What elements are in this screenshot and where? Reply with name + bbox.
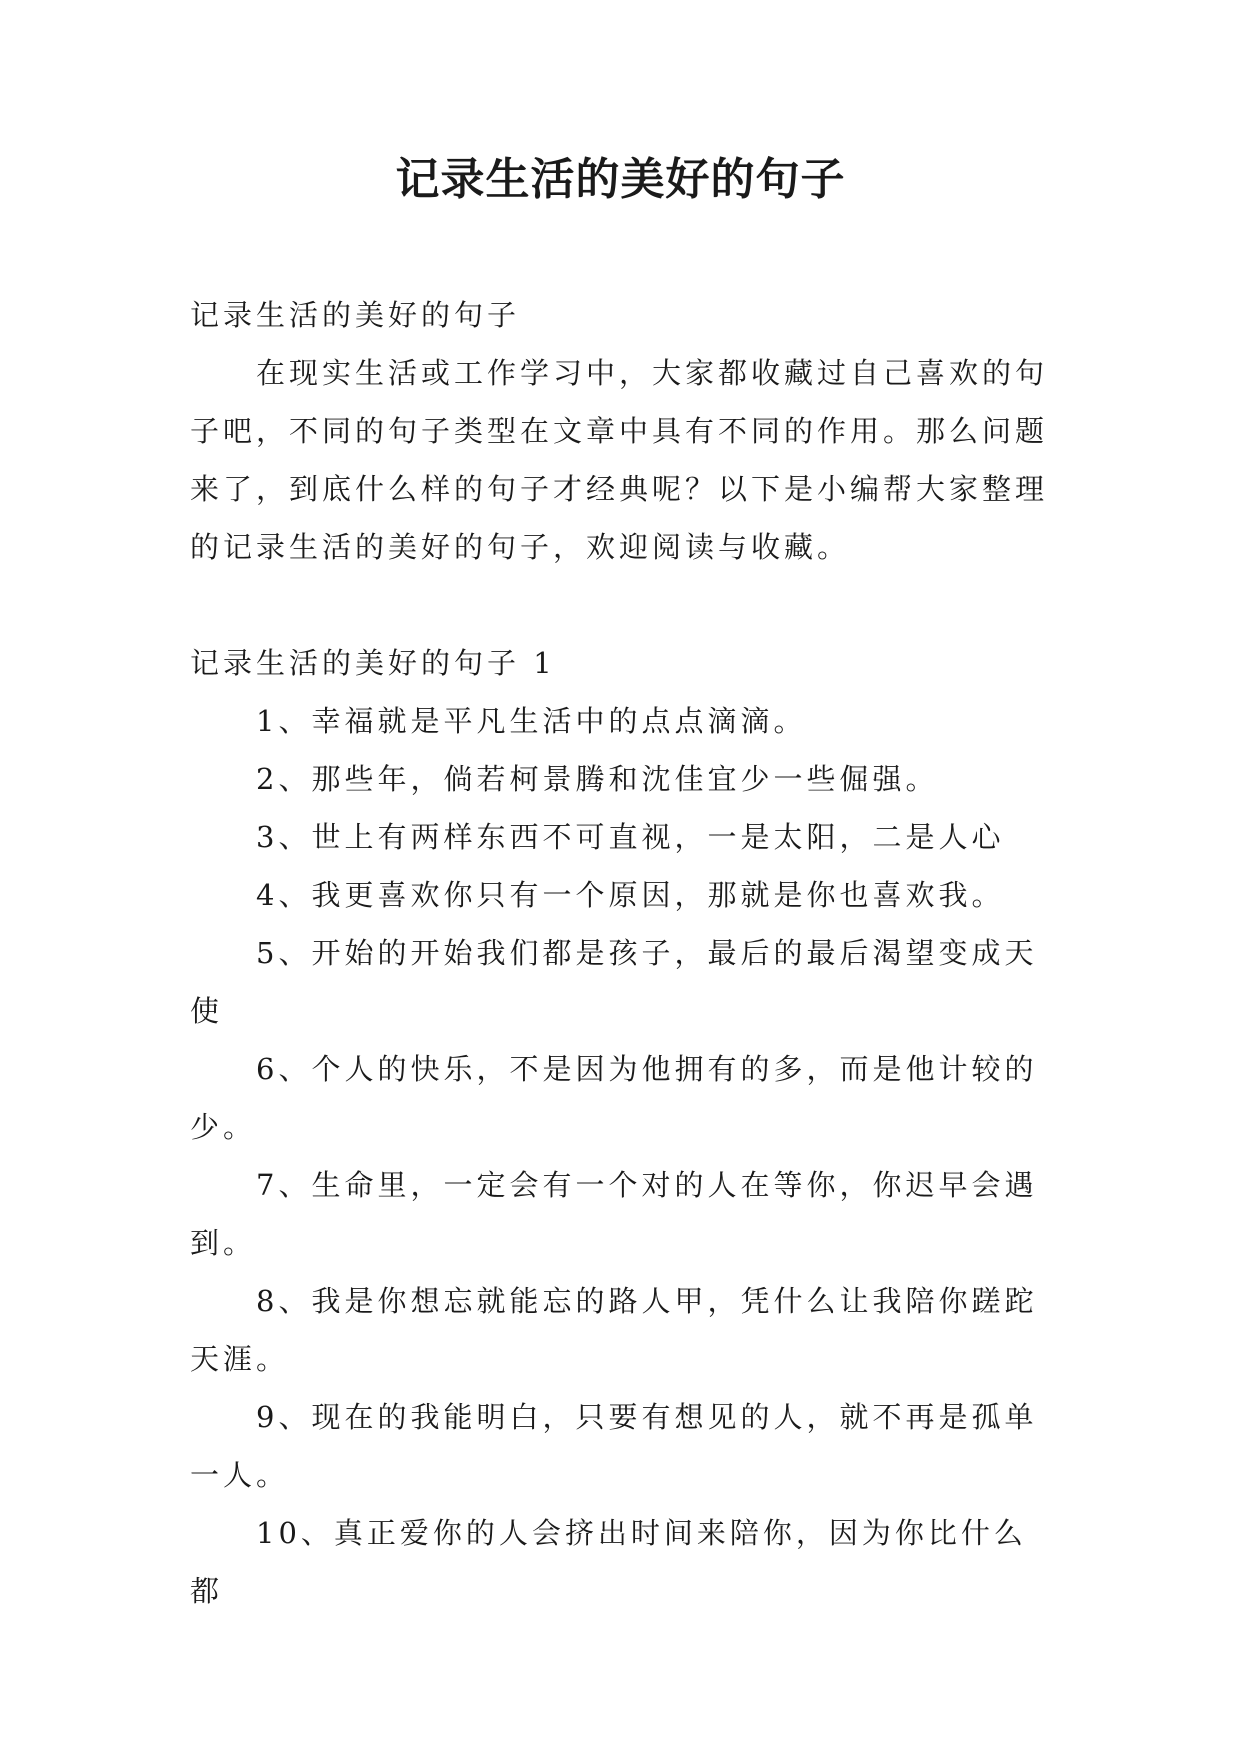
list-item: 4、我更喜欢你只有一个原因，那就是你也喜欢我。 xyxy=(256,878,1005,912)
list-item: 10、真正爱你的人会挤出时间来陪你，因为你比什么都 xyxy=(190,1516,1027,1608)
list-item: 6、个人的快乐，不是因为他拥有的多，而是他计较的少。 xyxy=(190,1052,1038,1144)
intro-paragraph: 在现实生活或工作学习中，大家都收藏过自己喜欢的句子吧，不同的句子类型在文章中具有不同的作用。那么问题来了，到底什么样的句子才经典呢？以下是小编帮大家整理的记录生活的美好的句子，欢迎阅读与收藏。 xyxy=(190,356,1049,564)
list-item: 3、世上有两样东西不可直视，一是太阳，二是人心 xyxy=(256,820,1005,854)
list-item: 2、那些年，倘若柯景腾和沈佳宜少一些倔强。 xyxy=(256,762,939,796)
document-body xyxy=(190,286,1056,1620)
list-item: 7、生命里，一定会有一个对的人在等你，你迟早会遇到。 xyxy=(190,1168,1038,1260)
document-title: 记录生活的美好的句子 xyxy=(395,154,846,205)
list-item: 5、开始的开始我们都是孩子，最后的最后渴望变成天使 xyxy=(190,936,1038,1028)
section-heading: 记录生活的美好的句子 1 xyxy=(190,646,556,680)
list-item: 8、我是你想忘就能忘的路人甲，凭什么让我陪你蹉跎天涯。 xyxy=(190,1284,1038,1376)
document-subtitle: 记录生活的美好的句子 xyxy=(190,298,521,332)
list-item: 1、幸福就是平凡生活中的点点滴滴。 xyxy=(256,704,807,738)
paragraph-spacer xyxy=(190,576,1056,634)
list-item: 9、现在的我能明白，只要有想见的人，就不再是孤单一人。 xyxy=(190,1400,1038,1492)
